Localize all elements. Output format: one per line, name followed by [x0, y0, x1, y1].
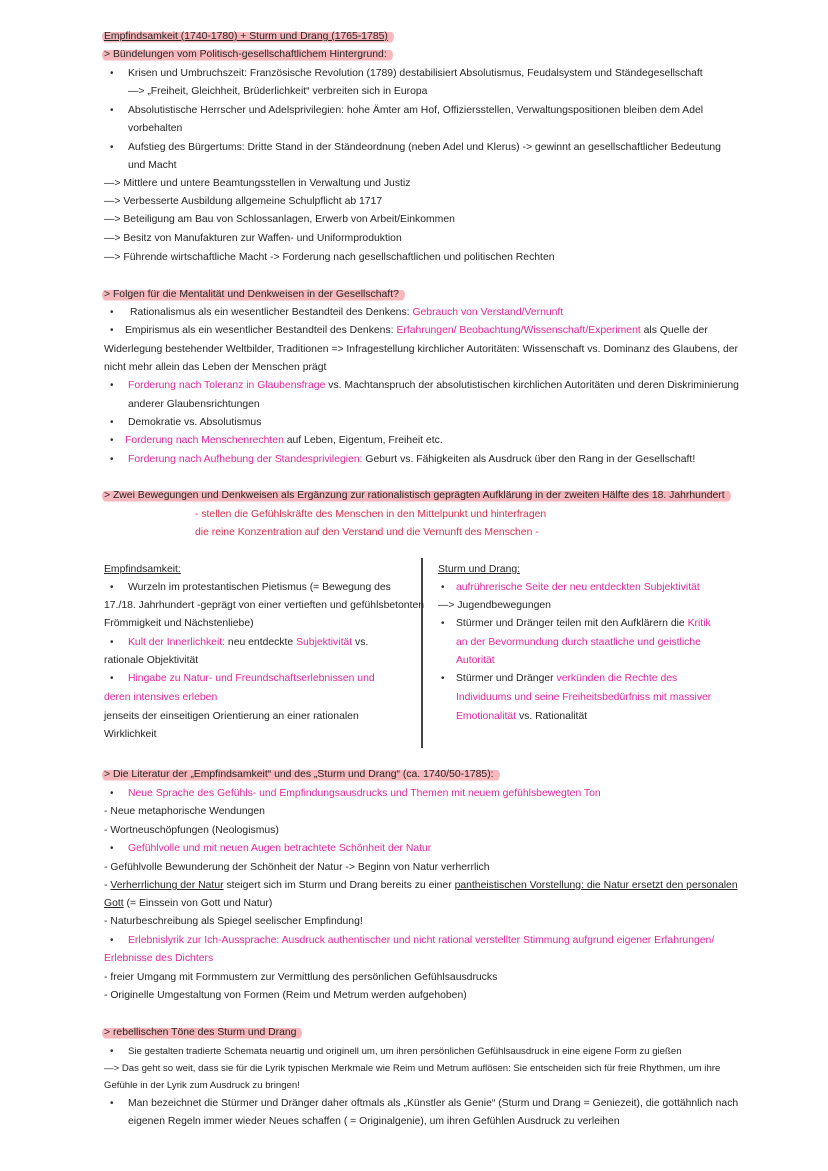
bullet-icon: • [110, 673, 114, 684]
text-line [104, 361, 326, 375]
highlighted-text: deren intensives erleben [104, 692, 218, 703]
text-segment: Sie gestalten tradierte Schemata neuartig und originell um, um ihren persönlichen Gefühlsausdruck in eine eigene Form zu gießen [128, 1046, 682, 1057]
text-line [128, 934, 714, 948]
bullet-icon: • [110, 1046, 114, 1057]
text-segment: —> „Freiheit, Gleichheit, Brüderlichkeit“ verbreiten sich in Europa [128, 86, 428, 97]
section-heading [102, 489, 731, 503]
bullet-icon: • [110, 380, 114, 391]
text-segment: Wurzeln im protestantischen Pietismus (= Bewegung des [128, 582, 391, 593]
highlighted-text: Autorität [456, 655, 495, 666]
column-heading [104, 563, 181, 577]
text-segment: steigert sich im Sturm und Drang bereits zu einer [223, 880, 455, 891]
text-segment: - Naturbeschreibung als Spiegel seelischer Empfindung! [104, 916, 363, 927]
text-segment: - Gefühlvolle Bewunderung der Schönheit der Natur -> Beginn von Natur verherrlich [104, 862, 490, 873]
text-line [128, 67, 703, 81]
text-line [104, 599, 424, 613]
text-line [104, 710, 359, 724]
bullet-icon: • [110, 435, 114, 446]
text-line [456, 617, 711, 631]
text-segment: Frömmigkeit und Nächstenliebe) [104, 618, 254, 629]
text-segment: > rebellischen Töne des Sturm und Drang [104, 1027, 297, 1038]
bullet-icon: • [441, 673, 445, 684]
text-line [456, 654, 495, 668]
section-heading [102, 288, 405, 302]
text-segment: —> Mittlere und untere Beamtungsstellen in Verwaltung und Justiz [104, 178, 411, 189]
text-segment: - stellen die Gefühlskräfte des Menschen in den Mittelpunkt und hinterfragen [195, 509, 547, 520]
text-line [104, 805, 265, 819]
text-segment: - Originelle Umgestaltung von Formen (Reim und Metrum werden aufgehoben) [104, 990, 467, 1001]
text-segment: —> Verbesserte Ausbildung allgemeine Schulpflicht ab 1717 [104, 196, 383, 207]
column-heading [438, 563, 520, 577]
bullet-icon: • [110, 142, 114, 153]
text-segment: - Wortneuschöpfungen (Neologismus) [104, 825, 279, 836]
text-line [104, 861, 490, 875]
text-segment: 17./18. Jahrhundert -geprägt von einer vertieften und gefühlsbetonten [104, 600, 425, 611]
text-line [104, 195, 382, 209]
bullet-icon: • [110, 935, 114, 946]
text-line [104, 232, 402, 246]
text-segment: > Zwei Bewegungen und Denkweisen als Ergänzung zur rationalistisch geprägten Aufklärung in der zweiten Hälfte des 18. Jahrhundert [104, 490, 725, 501]
text-line [104, 343, 738, 357]
bullet-icon: • [110, 68, 114, 79]
text-line [456, 710, 587, 724]
text-line [130, 306, 563, 320]
text-segment: auf Leben, Eigentum, Freiheit etc. [283, 435, 443, 446]
text-line [195, 526, 539, 540]
text-line [125, 324, 708, 338]
bullet-icon: • [441, 618, 445, 629]
text-line [128, 1045, 682, 1059]
text-line [456, 636, 701, 650]
highlighted-text: Forderung nach Toleranz in Glaubensfrage [128, 380, 326, 391]
bullet-icon: • [110, 325, 114, 336]
text-segment: vorbehalten [128, 123, 183, 134]
text-segment: —> Beteiligung am Bau von Schlossanlagen, Erwerb von Arbeit/Einkommen [104, 214, 455, 225]
text-segment: —> Besitz von Manufakturen zur Waffen- und Uniformproduktion [104, 233, 402, 244]
text-line [104, 952, 213, 966]
text-segment: > Die Literatur der „Empfindsamkeit“ und des „Sturm und Drang“ (ca. 1740/50-1785): [104, 769, 494, 780]
text-segment: —> Jugendbewegungen [438, 600, 551, 611]
text-line [128, 85, 427, 99]
text-segment: Verherrlichung der Natur [110, 880, 224, 891]
section-heading [102, 48, 393, 62]
highlighted-text: Gefühlvolle und mit neuen Augen betrachtete Schönheit der Natur [128, 843, 432, 854]
text-line [104, 213, 455, 227]
text-line [128, 141, 721, 155]
text-segment: die reine Konzentration auf den Verstand und die Vernunft des Menschen - [195, 527, 539, 538]
text-segment: Rationalismus als ein wesentlicher Bestandteil des Denkens: [130, 307, 413, 318]
highlighted-text: verkünden die Rechte des [556, 673, 678, 684]
highlighted-text: Hingabe zu Natur- und Freundschaftserlebnissen und [128, 673, 375, 684]
text-line [104, 691, 217, 705]
text-segment: Geburt vs. Fähigkeiten als Ausdruck über den Rang in der Gesellschaft! [362, 454, 696, 465]
text-segment: pantheistischen Vorstellung: die Natur ersetzt den personalen [454, 880, 738, 891]
bullet-icon: • [441, 582, 445, 593]
text-segment: - freier Umgang mit Formmustern zur Vermittlung des persönlichen Gefühlsausdrucks [104, 972, 498, 983]
text-segment: rationale Objektivität [104, 655, 199, 666]
bullet-icon: • [110, 843, 114, 854]
text-line [128, 672, 375, 686]
text-segment: > Bündelungen vom Politisch-gesellschaftlichem Hintergrund: [104, 49, 387, 60]
bullet-icon: • [110, 307, 114, 318]
highlighted-text: Forderung nach Menschenrechten [125, 435, 284, 446]
highlighted-text: Emotionalität [456, 711, 517, 722]
text-segment: —> Führende wirtschaftliche Macht -> Forderung nach gesellschaftlichen und politischen Rechten [104, 252, 555, 263]
text-line [438, 599, 551, 613]
text-segment: nicht mehr allein das Leben der Menschen prägt [104, 362, 327, 373]
text-line [195, 508, 546, 522]
text-segment: und Macht [128, 160, 177, 171]
text-line [128, 787, 601, 801]
text-segment: eigenen Regeln immer wieder Neues schaffen ( = Originalgenie), um ihren Gefühlen Ausdruck zu verleihen [128, 1116, 620, 1127]
text-segment: Demokratie vs. Absolutismus [128, 417, 262, 428]
highlighted-text: an der Bevormundung durch staatliche und geistliche [456, 637, 701, 648]
text-line [128, 581, 391, 595]
text-segment: anderer Glaubensrichtungen [128, 399, 260, 410]
text-line [456, 691, 711, 705]
text-segment: Stürmer und Dränger teilen mit den Aufklärern die [456, 618, 688, 629]
highlighted-text: Erfahrungen/ Beobachtung/Wissenschaft/Experiment [396, 325, 641, 336]
text-segment: neu entdeckte [225, 637, 297, 648]
bullet-icon: • [110, 582, 114, 593]
text-line [104, 654, 198, 668]
bullet-icon: • [110, 1098, 114, 1109]
bullet-icon: • [110, 417, 114, 428]
text-segment: Absolutistische Herrscher und Adelsprivilegien: hohe Ämter am Hof, Offiziersstellen, Verwaltungspositionen bleiben dem Adel [128, 105, 704, 116]
text-line [128, 842, 431, 856]
text-segment: als Quelle der [640, 325, 708, 336]
text-line [104, 915, 363, 929]
highlighted-text: Individuums und seine Freiheitsbedürfniss mit massiver [456, 692, 712, 703]
text-segment: vs. Machtanspruch der absolutistischen kirchlichen Autoritäten und deren Diskriminierung [325, 380, 739, 391]
highlighted-text: Kult der Innerlichkeit: [128, 637, 226, 648]
text-segment: - Neue metaphorische Wendungen [104, 806, 265, 817]
highlighted-text: Subjektivität [296, 637, 353, 648]
text-line [125, 434, 443, 448]
text-line [128, 453, 695, 467]
text-segment: jenseits der einseitigen Orientierung an einer rationalen [104, 711, 359, 722]
text-segment: Sturm und Drang: [438, 564, 521, 575]
text-segment: Wirklichkeit [104, 729, 157, 740]
bullet-icon: • [110, 637, 114, 648]
text-line [104, 971, 497, 985]
text-line [104, 824, 279, 838]
highlighted-text: aufrührerische Seite der neu entdeckten Subjektivität [456, 582, 700, 593]
text-segment: Man bezeichnet die Stürmer und Dränger daher oftmals als „Künstler als Genie“ (Sturm und Drang = Geniezeit), die gottähnlich nach [128, 1098, 739, 1109]
text-segment: Widerlegung bestehender Weltbilder, Traditionen => Infragestellung kirchlicher Autoritäten: Wissenschaft vs. Dominanz des Glaubens, der [104, 344, 738, 355]
bullet-icon: • [110, 454, 114, 465]
text-segment: Gott [104, 898, 124, 909]
text-segment: - [104, 880, 111, 891]
text-line [104, 177, 410, 191]
text-line [104, 617, 254, 631]
text-line [128, 379, 739, 393]
text-line [128, 1115, 620, 1129]
text-segment: (= Einssein von Gott und Natur) [123, 898, 273, 909]
section-heading [102, 768, 500, 782]
text-segment: —> Das geht so weit, dass sie für die Lyrik typischen Merkmale wie Reim und Metrum auflösen: Sie entscheiden sich für freie Rhythmen, um ihre [104, 1063, 721, 1074]
document-title [102, 30, 394, 44]
text-line [104, 989, 467, 1003]
column-divider [421, 558, 423, 748]
text-line [128, 122, 182, 136]
text-line [456, 581, 700, 595]
text-line [104, 897, 272, 911]
text-segment: Empirismus als ein wesentlicher Bestandteil des Denkens: [125, 325, 397, 336]
text-segment: Stürmer und Dränger [456, 673, 557, 684]
highlighted-text: Erlebnislyrik zur Ich-Aussprache: Ausdruck authentischer und nicht rational verstellter Stimmung aufgrund eigener Erfahrungen/ [128, 935, 715, 946]
text-segment: > Folgen für die Mentalität und Denkweisen in der Gesellschaft? [104, 289, 399, 300]
text-line [128, 398, 260, 412]
highlighted-text: Gebrauch von Verstand/Vernunft [412, 307, 564, 318]
highlighted-text: Erlebnisse des Dichters [104, 953, 214, 964]
bullet-icon: • [110, 788, 114, 799]
bullet-icon: • [110, 105, 114, 116]
text-line [128, 1097, 738, 1111]
highlighted-text: Neue Sprache des Gefühls- und Empfindungsausdrucks und Themen mit neuem gefühlsbewegten Ton [128, 788, 601, 799]
text-line [456, 672, 677, 686]
text-line [128, 416, 261, 430]
text-line [104, 879, 738, 893]
text-segment: Empfindsamkeit: [104, 564, 181, 575]
text-segment: Empfindsamkeit (1740-1780) + Sturm und Drang (1765-1785) [104, 31, 388, 42]
text-segment: Gefühle in der Lyrik zum Ausdruck zu bringen! [104, 1080, 300, 1091]
highlighted-text: Forderung nach Aufhebung der Standesprivilegien: [128, 454, 363, 465]
text-line [128, 104, 703, 118]
section-heading [102, 1026, 302, 1040]
text-segment: Krisen und Umbruchszeit: Französische Revolution (1789) destabilisiert Absolutismus, Feudalsystem und Ständegesellschaft [128, 68, 703, 79]
text-segment: Aufstieg des Bürgertums: Dritte Stand in der Ständeordnung (neben Adel und Klerus) -> gewinnt an gesellschaftlicher Bedeutung [128, 142, 721, 153]
highlighted-text: Kritik [687, 618, 711, 629]
text-line [128, 159, 177, 173]
text-segment: vs. [352, 637, 369, 648]
text-segment: vs. Rationalität [516, 711, 588, 722]
text-line [104, 728, 157, 742]
text-line [104, 251, 555, 265]
text-line [128, 636, 368, 650]
text-line [104, 1062, 720, 1076]
text-line [104, 1079, 300, 1093]
